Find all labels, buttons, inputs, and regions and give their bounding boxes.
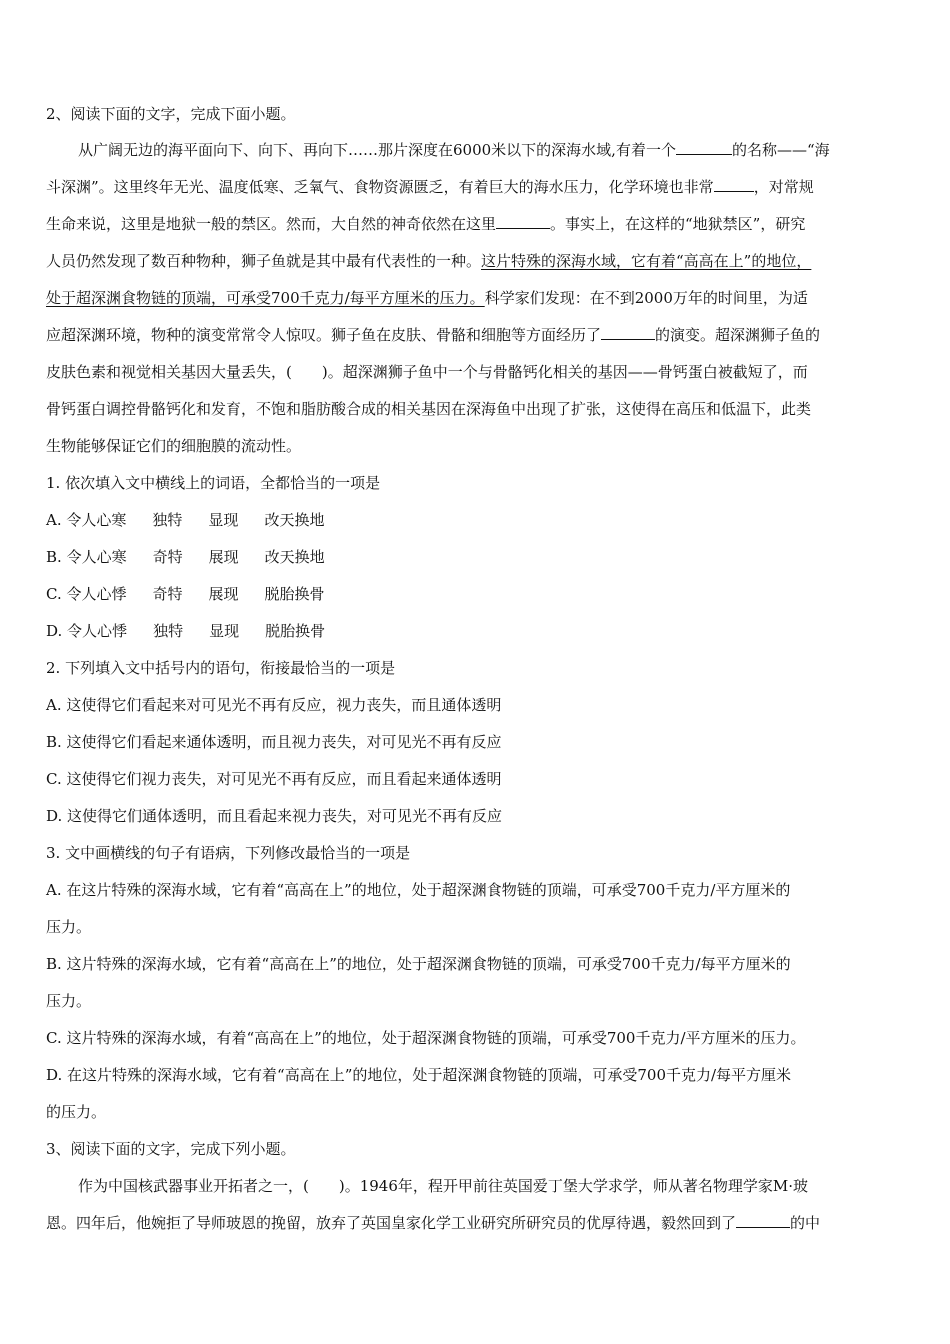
option-word: 脱胎换骨 [264,585,325,603]
q3-option-a-cont: 压力。 [46,918,92,936]
q1-option-d [46,621,325,641]
option-letter: A. [46,511,62,529]
passage-line [46,1213,820,1233]
passage-line [46,325,820,345]
passage-line: 皮肤色素和视觉相关基因大量丢失，( )。超深渊狮子鱼中一个与骨骼钙化相关的基因——骨钙蛋白被截短了，而 [46,363,808,381]
passage-text: 的演变。超深渊狮子鱼的 [655,326,821,344]
option-word: 脱胎换骨 [265,622,326,640]
passage-line [46,214,805,234]
q1-option-b [46,547,325,567]
question-3-stem: 3. 文中画横线的句子有语病，下列修改最恰当的一项是 [46,844,411,862]
option-word: 令人心悸 [67,622,128,640]
passage-line [46,251,811,271]
option-word: 令人心悸 [66,585,127,603]
fill-blank [714,177,754,192]
passage-text: 的名称——“海 [731,141,830,159]
option-word: 展现 [208,585,239,603]
option-word: 改天换地 [264,511,325,529]
q1-option-a [46,510,324,530]
passage-text: 应超深渊环境，物种的演变常常令人惊叹。狮子鱼在皮肤、骨骼和细胞等方面经历了 [46,326,602,344]
passage-text: 恩。四年后，他婉拒了导师玻恩的挽留，放弃了英国皇家化学工业研究所研究员的优厚待遇，毅然回到了 [46,1214,737,1232]
option-word: 独特 [152,511,183,529]
option-word: 令人心寒 [66,511,127,529]
q1-option-c [46,584,325,604]
q2-option-a: A. 这使得它们看起来对可见光不再有反应，视力丧失，而且通体透明 [46,696,502,714]
q3-option-d-cont: 的压力。 [46,1103,107,1121]
option-word: 改天换地 [264,548,325,566]
section-2-header: 2、阅读下面的文字，完成下面小题。 [46,105,296,123]
option-word: 显现 [208,511,239,529]
underlined-sentence: 这片特殊的深海水域，它有着“高高在上”的地位， [481,252,812,270]
option-letter: C. [46,585,62,603]
passage-text: 斗深渊”。这里终年无光、温度低寒、乏氧气、食物资源匮乏，有着巨大的海水压力，化学环境也非常 [46,178,714,196]
passage-line: 作为中国核武器事业开拓者之一，( )。1946年，程开甲前往英国爱丁堡大学求学，师从著名物理学家M·玻 [78,1177,809,1195]
passage-text: ，对常规 [753,178,814,196]
q3-option-d: D. 在这片特殊的深海水域，它有着“高高在上”的地位，处于超深渊食物链的顶端，可承受700千克力/每平方厘米 [46,1066,792,1084]
fill-blank [496,214,550,229]
fill-blank [601,325,655,340]
question-2-stem: 2. 下列填入文中括号内的语句，衔接最恰当的一项是 [46,659,396,677]
question-1-stem: 1. 依次填入文中横线上的词语，全都恰当的一项是 [46,474,381,492]
passage-line: 骨钙蛋白调控骨骼钙化和发育，不饱和脂肪酸合成的相关基因在深海鱼中出现了扩张，这使得在高压和低温下，此类 [46,400,812,418]
q2-option-d: D. 这使得它们通体透明，而且看起来视力丧失，对可见光不再有反应 [46,807,503,825]
option-letter: B. [46,548,62,566]
option-word: 奇特 [152,548,183,566]
option-word: 令人心寒 [66,548,127,566]
q3-option-a: A. 在这片特殊的深海水域，它有着“高高在上”的地位，处于超深渊食物链的顶端，可承受700千克力/平方厘米的 [46,881,791,899]
q3-option-b: B. 这片特殊的深海水域，它有着“高高在上”的地位，处于超深渊食物链的顶端，可承受700千克力/每平方厘米的 [46,955,791,973]
passage-text: 科学家们发现：在不到2000万年的时间里，为适 [484,289,808,307]
passage-text: 的中 [790,1214,821,1232]
passage-text: 从广阔无边的海平面向下、向下、再向下……那片深度在6000米以下的深海水域,有着一个 [78,141,676,159]
passage-text: 人员仍然发现了数百种物种，狮子鱼就是其中最有代表性的一种。 [46,252,482,270]
passage-text: 。事实上，在这样的“地狱禁区”，研究 [550,215,806,233]
fill-blank [676,140,732,155]
passage-line [78,140,830,160]
option-word: 显现 [209,622,240,640]
passage-line: 生物能够保证它们的细胞膜的流动性。 [46,437,302,455]
q3-option-b-cont: 压力。 [46,992,92,1010]
q3-option-c: C. 这片特殊的深海水域，有着“高高在上”的地位，处于超深渊食物链的顶端，可承受700千克力/平方厘米的压力。 [46,1029,806,1047]
q2-option-c: C. 这使得它们视力丧失，对可见光不再有反应，而且看起来通体透明 [46,770,502,788]
option-word: 展现 [208,548,239,566]
section-3-header: 3、阅读下面的文字，完成下列小题。 [46,1140,296,1158]
underlined-sentence: 处于超深渊食物链的顶端，可承受700千克力/每平方厘米的压力。 [46,289,485,307]
option-letter: D. [46,622,63,640]
fill-blank [736,1213,790,1228]
q2-option-b: B. 这使得它们看起来通体透明，而且视力丧失，对可见光不再有反应 [46,733,502,751]
passage-text: 生命来说，这里是地狱一般的禁区。然而，大自然的神奇依然在这里 [46,215,497,233]
option-word: 独特 [153,622,184,640]
passage-line [46,177,814,197]
passage-line [46,288,808,308]
option-word: 奇特 [152,585,183,603]
